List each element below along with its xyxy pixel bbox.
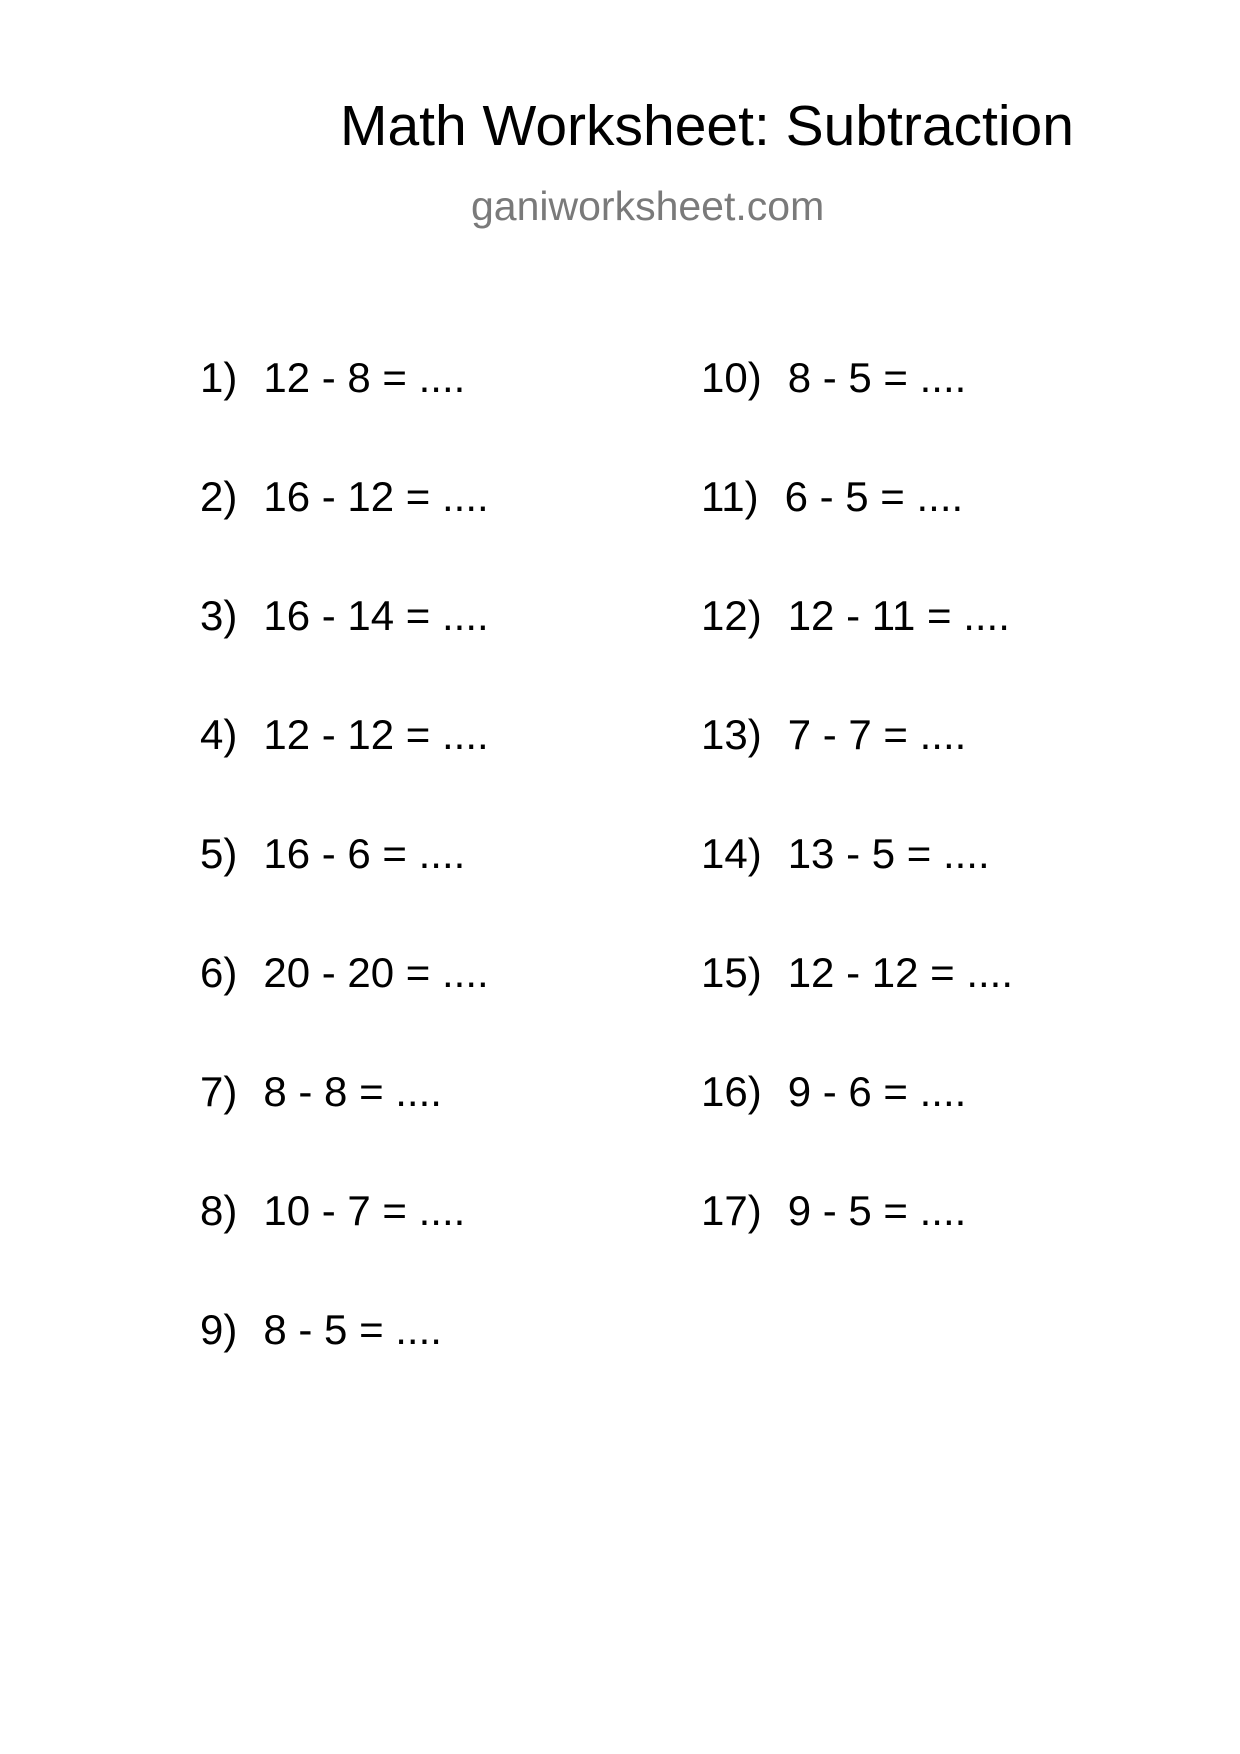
problem-number: 16) — [701, 1068, 762, 1115]
site-name: ganiworksheet.com — [471, 183, 825, 229]
problem-expression: 16 - 6 = .... — [263, 830, 466, 877]
problem-expression: 6 - 5 = .... — [784, 473, 964, 520]
problem-item — [701, 1068, 967, 1115]
problem-number: 13) — [701, 711, 762, 758]
problem-item — [701, 711, 967, 758]
problem-item — [701, 592, 1010, 639]
problem-expression: 9 - 6 = .... — [787, 1068, 967, 1115]
problem-item — [200, 949, 489, 996]
problem-item — [200, 830, 466, 877]
problem-item — [701, 473, 964, 520]
problem-expression: 8 - 5 = .... — [787, 354, 967, 401]
problem-number: 17) — [701, 1187, 762, 1234]
problem-number: 4) — [200, 711, 238, 758]
problem-number: 14) — [701, 830, 762, 877]
problem-expression: 12 - 8 = .... — [263, 354, 466, 401]
problem-number: 10) — [701, 354, 762, 401]
problem-item — [701, 354, 967, 401]
problem-expression: 12 - 11 = .... — [787, 592, 1010, 639]
problem-item — [200, 1306, 442, 1353]
problem-number: 2) — [200, 473, 238, 520]
problem-number: 5) — [200, 830, 238, 877]
problem-number: 1) — [200, 354, 238, 401]
problem-expression: 8 - 8 = .... — [263, 1068, 442, 1115]
problem-expression: 10 - 7 = .... — [263, 1187, 466, 1234]
problem-expression: 8 - 5 = .... — [263, 1306, 442, 1353]
problem-number: 8) — [200, 1187, 238, 1234]
problem-item — [200, 711, 489, 758]
worksheet-title: Math Worksheet: Subtraction — [340, 94, 1074, 158]
problem-expression: 13 - 5 = .... — [787, 830, 990, 877]
problem-expression: 12 - 12 = .... — [787, 949, 1014, 996]
problem-expression: 20 - 20 = .... — [263, 949, 489, 996]
problem-number: 7) — [200, 1068, 238, 1115]
problem-expression: 16 - 14 = .... — [263, 592, 489, 639]
problem-expression: 12 - 12 = .... — [263, 711, 489, 758]
problem-item — [200, 354, 466, 401]
problem-number: 9) — [200, 1306, 238, 1353]
problem-item — [200, 1187, 466, 1234]
problem-expression: 9 - 5 = .... — [787, 1187, 967, 1234]
problem-expression: 7 - 7 = .... — [787, 711, 967, 758]
problem-item — [200, 592, 489, 639]
problem-item — [701, 1187, 967, 1234]
problem-number: 12) — [701, 592, 762, 639]
problem-number: 15) — [701, 949, 762, 996]
problem-item — [200, 1068, 442, 1115]
problem-number: 11) — [701, 473, 759, 520]
problem-number: 3) — [200, 592, 238, 639]
problem-number: 6) — [200, 949, 238, 996]
problem-item — [200, 473, 489, 520]
problem-item — [701, 830, 990, 877]
problem-expression: 16 - 12 = .... — [263, 473, 489, 520]
problem-item — [701, 949, 1014, 996]
